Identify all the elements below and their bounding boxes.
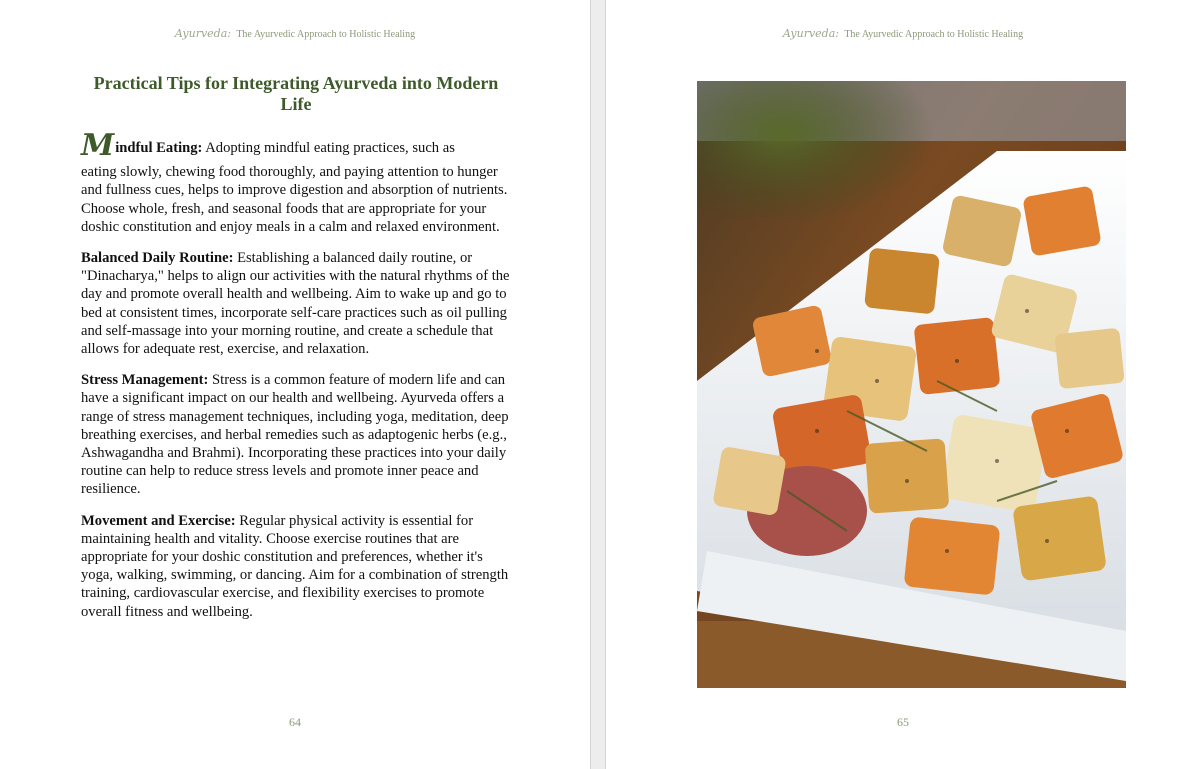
page-heading: Practical Tips for Integrating Ayurveda into Modern Life xyxy=(93,73,499,114)
term-movement-exercise: Movement and Exercise: xyxy=(81,512,236,529)
running-head-brand: Ayurveda: xyxy=(782,27,839,40)
running-head-left xyxy=(0,27,590,40)
paragraph-text: Regular physical activity is essential for maintaining health and vitality. Choose exercise routines that are appropriate for your doshic constitution and preferences, whether it's yoga, walking, swimming, or dancing. Aim for a combination of strength training, cardiovascular exercise, and flexibility exercises to promote overall fitness and wellbeing. xyxy=(81,512,509,620)
running-head-brand: Ayurveda: xyxy=(174,27,231,40)
left-page xyxy=(0,0,590,769)
paragraph-stress-management xyxy=(81,371,513,498)
first-line xyxy=(81,128,455,163)
running-head-title: The Ayurvedic Approach to Holistic Healing xyxy=(236,29,416,40)
term-mindful-eating: indful Eating: xyxy=(115,140,203,156)
drop-cap: M xyxy=(81,128,115,163)
running-head-title: The Ayurvedic Approach to Holistic Healing xyxy=(844,29,1024,40)
page-gutter xyxy=(590,0,606,769)
first-line-text: Adopting mindful eating practices, such as xyxy=(202,140,455,156)
paragraph-text: Stress is a common feature of modern life and can have a significant impact on our health and wellbeing. Ayurveda offers a range of stress management techniques, including yoga, meditation, deep breathing exercises, and herbal remedies such as adaptogenic herbs (e.g., Ashwagandha and Brahmi). Incorporating these practices into your daily routine can help to reduce stress levels and promote inner peace and resilience. xyxy=(81,372,509,498)
roasted-vegetables-photo xyxy=(697,81,1126,688)
paragraph-text: Establishing a balanced daily routine, or "Dinacharya," helps to align our activities with the natural rhythms of the day and promote overall health and wellbeing. Aim to wake up and go to bed at consistent times, incorporate self-care practices such as oil pulling and self-massage into your morning routine, and create a schedule that allows for adequate rest, exercise, and relaxation. xyxy=(81,250,510,358)
paragraph-daily-routine xyxy=(81,249,513,358)
paragraph-movement-exercise xyxy=(81,512,513,621)
page-number-right: 65 xyxy=(897,715,909,729)
page-number-left: 64 xyxy=(289,715,301,729)
running-head-right xyxy=(606,27,1200,40)
body-text xyxy=(81,128,513,634)
term-stress-management: Stress Management: xyxy=(81,372,209,389)
paragraph-text: eating slowly, chewing food thoroughly, and paying attention to hunger and fullness cues, helps to improve digestion and absorption of nutrients. Choose whole, fresh, and seasonal foods that are appropriate for your doshic constitution and enjoy meals in a calm and relaxed environment. xyxy=(81,164,508,235)
paragraph-mindful-eating xyxy=(81,128,513,236)
term-daily-routine: Balanced Daily Routine: xyxy=(81,250,234,267)
